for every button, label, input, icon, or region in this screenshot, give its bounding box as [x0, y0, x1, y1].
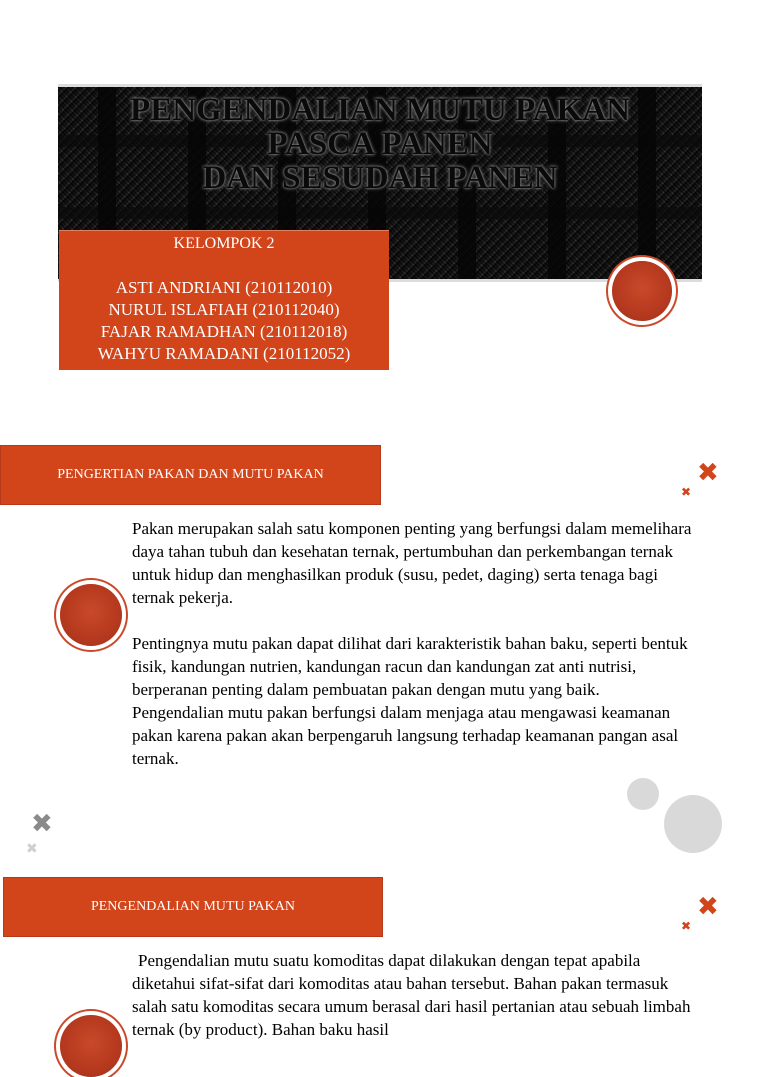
decor-cross-small-icon: ✖ [681, 919, 692, 933]
title-line-2: PASCA PANEN [267, 126, 493, 162]
decorative-orb-icon [60, 1015, 122, 1077]
decorative-orb-icon [612, 261, 672, 321]
decor-cross-gray-small-icon: ✖ [26, 841, 38, 857]
decor-circle-small-icon [627, 778, 659, 810]
decor-circle-large-icon [664, 795, 722, 853]
group-members-box [59, 230, 389, 370]
title-slide [0, 0, 768, 400]
decor-cross-small-icon: ✖ [681, 485, 692, 499]
member-4: WAHYU RAMADANI (210112052) [97, 344, 351, 363]
definition-slide [0, 415, 768, 857]
slide-title [58, 93, 702, 195]
section-header: PENGERTIAN PAKAN DAN MUTU PAKAN [0, 445, 381, 505]
body-text: Pengendalian mutu suatu komoditas dapat dilakukan dengan tepat apabila diketahui sifat-sifat dari komoditas atau bahan tersebut. Bahan pakan termasuk salah satu komoditas secara umum berasal dari hasil pertanian atau sebuah limbah ternak (by product). Bahan baku hasil [132, 951, 691, 1039]
paragraph-1: Pakan merupakan salah satu komponen penting yang berfungsi dalam memelihara daya tahan tubuh dan kesehatan ternak, pertumbuhan dan perkembangan ternak untuk hidup dan menghasilkan produk (susu, pedet, daging) serta tenaga bagi ternak pekerja. [132, 519, 692, 607]
quality-control-slide [0, 858, 768, 1039]
member-3: FAJAR RAMADHAN (210112018) [100, 322, 348, 341]
paragraph-2: Pentingnya mutu pakan dapat dilihat dari karakteristik bahan baku, seperti bentuk fisik, kandungan nutrien, kandungan racun dan kandungan zat anti nutrisi, berperanan penting dalam pembuatan pakan dengan mutu yang baik. Pengendalian mutu pakan berfungsi dalam menjaga atau mengawasi keamanan pakan karena pakan akan berpengaruh langsung terhadap keamanan pangan asal ternak. [132, 634, 688, 768]
decorative-orb-icon [60, 584, 122, 646]
body-text [132, 517, 692, 793]
decor-cross-gray-icon: ✖ [31, 809, 53, 839]
member-2: NURUL ISLAFIAH (210112040) [108, 300, 340, 319]
title-line-1: PENGENDALIAN MUTU PAKAN [130, 92, 630, 128]
section-header: PENGENDALIAN MUTU PAKAN [3, 877, 383, 937]
title-line-3: DAN SESUDAH PANEN [202, 160, 558, 196]
member-1: ASTI ANDRIANI (210112010) [115, 278, 333, 297]
decor-cross-icon: ✖ [697, 458, 719, 488]
group-label: KELOMPOK 2 [173, 235, 275, 252]
decor-cross-icon: ✖ [697, 892, 719, 922]
